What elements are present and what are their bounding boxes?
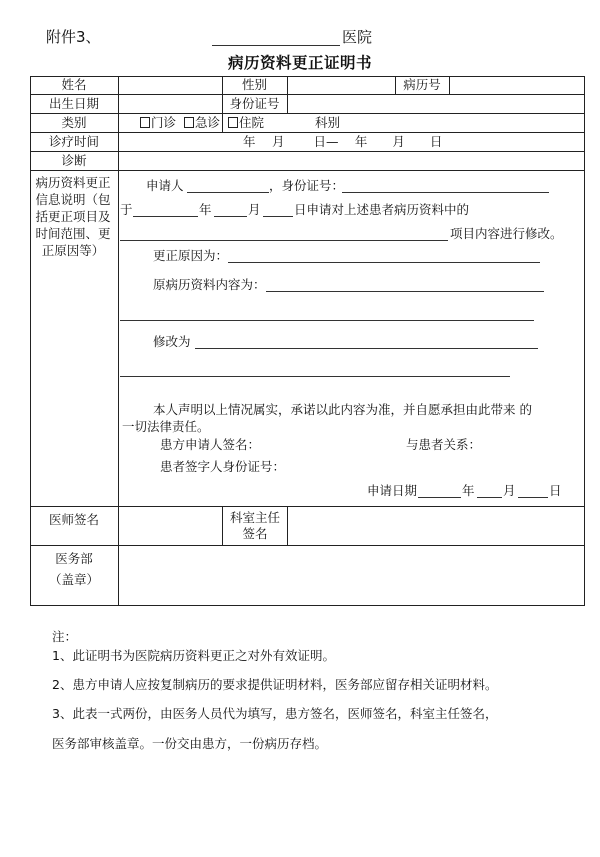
director-signature-label: 科室主任签名	[229, 510, 280, 541]
year-label: 年	[199, 202, 212, 217]
month-label: 月	[248, 202, 261, 217]
category-options	[140, 115, 264, 131]
modified-blank-1[interactable]	[195, 348, 538, 349]
outpatient-option[interactable]: 门诊	[140, 115, 176, 130]
gender-field[interactable]	[288, 77, 394, 93]
applicant-name-blank[interactable]	[187, 192, 269, 193]
director-signature-field[interactable]	[288, 508, 583, 544]
date-prefix: 于	[120, 202, 133, 217]
note-item-3: 3、此表一式两份，由医务人员代为填写，患方签名，医师签名，科室主任签名，	[52, 706, 498, 721]
form-title: 病历资料更正证明书	[227, 54, 372, 72]
dob-label: 出生日期	[48, 96, 99, 111]
modified-label: 修改为	[153, 334, 191, 349]
relation-label: 与患者关系：	[406, 437, 482, 452]
original-content-label: 原病历资料内容为：	[153, 277, 266, 292]
record-no-field[interactable]	[450, 77, 583, 93]
dob-field[interactable]	[119, 96, 221, 112]
original-content-blank-1[interactable]	[266, 291, 544, 292]
category-label: 类别	[61, 115, 87, 130]
note-item-2: 2、患方申请人应按复制病历的要求提供证明材料，医务部应留存相关证明材料。	[52, 677, 498, 692]
original-content-blank-2[interactable]	[120, 320, 534, 321]
correction-info-label: 病历资料更正信息说明（包括更正项目及时间范围、更正原因等）	[35, 175, 111, 258]
visit-time-field[interactable]: 年 月 日— 年 月 日	[243, 134, 443, 149]
apply-day-label: 日	[549, 483, 562, 498]
request-month-blank[interactable]	[214, 216, 247, 217]
applicant-signature-label: 患方申请人签名：	[160, 437, 261, 452]
id-number-label: 身份证号	[229, 96, 280, 111]
applicant-signature-field[interactable]	[262, 437, 382, 453]
id-number-field[interactable]	[288, 96, 583, 112]
attachment-label: 附件3、	[46, 28, 101, 46]
request-year-blank[interactable]	[133, 216, 198, 217]
name-field[interactable]	[119, 77, 221, 93]
emergency-option[interactable]: 急诊	[184, 115, 220, 130]
apply-date-label: 申请日期	[367, 483, 418, 498]
note-item-3-continued: 医务部审核盖章。一份交由患方，一份病历存档。	[52, 736, 328, 751]
visit-time-label: 诊疗时间	[48, 134, 99, 149]
apply-day-blank[interactable]	[518, 497, 548, 498]
request-day-blank[interactable]	[263, 216, 293, 217]
applicant-label: 申请人	[146, 178, 184, 193]
hospital-name-blank[interactable]	[212, 45, 340, 46]
name-label: 姓名	[61, 77, 87, 92]
item-suffix: 项目内容进行修改。	[450, 226, 563, 241]
inpatient-checkbox[interactable]	[228, 117, 238, 128]
inpatient-option[interactable]: 住院	[228, 115, 264, 130]
department-label: 科别	[315, 115, 341, 130]
medical-dept-stamp-area[interactable]	[119, 547, 583, 604]
doctor-signature-field[interactable]	[119, 508, 221, 544]
signer-id-label: 患者签字人身份证号：	[160, 459, 286, 474]
notes-title: 注：	[52, 629, 78, 644]
diagnosis-field[interactable]	[119, 153, 583, 169]
diagnosis-label: 诊断	[61, 153, 87, 168]
gender-label: 性别	[241, 77, 267, 92]
applicant-id-label: ，身份证号：	[269, 178, 345, 193]
outpatient-checkbox[interactable]	[140, 117, 150, 128]
request-text: 日申请对上述患者病历资料中的	[294, 202, 470, 217]
record-no-label: 病历号	[403, 77, 441, 92]
doctor-signature-label: 医师签名	[48, 512, 99, 527]
medical-dept-label: 医务部	[55, 551, 93, 566]
applicant-id-blank[interactable]	[342, 192, 549, 193]
stamp-label: （盖章）	[48, 572, 99, 587]
emergency-checkbox[interactable]	[184, 117, 194, 128]
department-field[interactable]	[345, 115, 583, 131]
modified-blank-2[interactable]	[120, 376, 510, 377]
apply-month-blank[interactable]	[477, 497, 502, 498]
apply-year-label: 年	[462, 483, 475, 498]
hospital-suffix: 医院	[342, 28, 373, 46]
apply-month-label: 月	[503, 483, 516, 498]
note-item-1: 1、此证明书为医院病历资料更正之对外有效证明。	[52, 648, 335, 663]
relation-field[interactable]	[482, 437, 580, 453]
declaration-line-1: 本人声明以上情况属实，承诺以此内容为准，并自愿承担由此带来 的	[153, 402, 532, 417]
declaration-line-2: 一切法律责任。	[122, 419, 210, 434]
signer-id-field[interactable]	[286, 459, 576, 475]
reason-blank[interactable]	[228, 262, 540, 263]
item-blank[interactable]	[120, 240, 448, 241]
reason-label: 更正原因为：	[153, 248, 229, 263]
apply-year-blank[interactable]	[418, 497, 461, 498]
